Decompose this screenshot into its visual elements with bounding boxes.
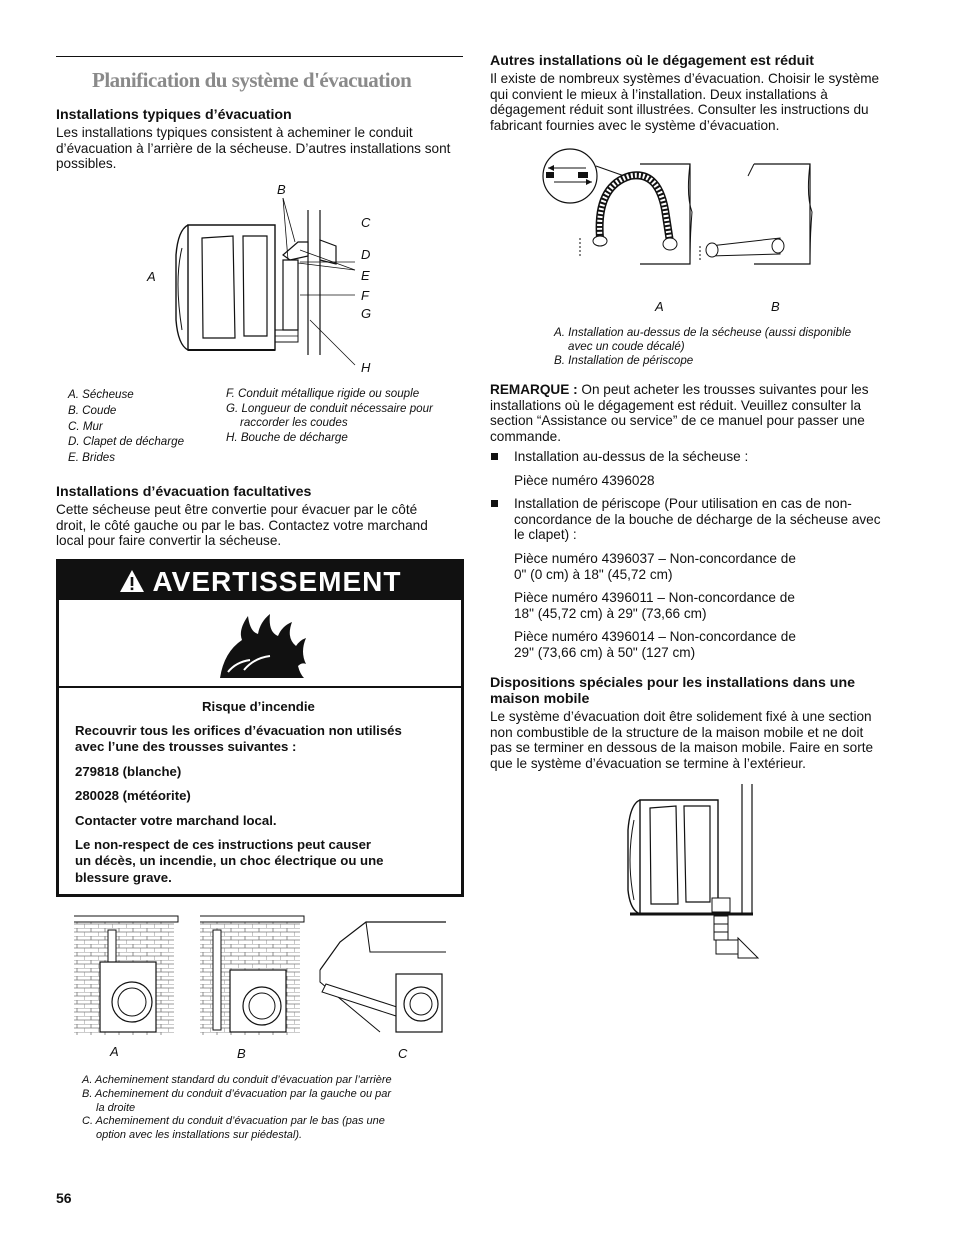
mobile-heading: Dispositions spéciales pour les installations dans une maison mobile [490, 675, 856, 707]
top-rule [56, 56, 463, 57]
part-number-1: Pièce numéro 4396028 [514, 473, 655, 488]
diagram-letter-f: F [361, 288, 369, 303]
typical-text: Les installations typiques consistent à acheminer le conduit d’évacuation à l’arrière de la sécheuse. D’autres installations sont possibles. [56, 125, 451, 172]
bullet-square-icon [491, 500, 498, 507]
page-number: 56 [56, 1190, 72, 1206]
diagram-letter-e: E [361, 268, 370, 283]
reduced-heading: Autres installations où le dégagement est réduit [490, 53, 815, 69]
warning-triangle-icon [119, 564, 145, 604]
reduced-text: Il existe de nombreux systèmes d’évacuation. Choisir le système qui convient le mieux à l’installation. Deux installations à dégagement réduit sont illustrées. Consulter les instructions du fabricant fournies avec le système d’évacuation. [490, 71, 880, 133]
section-title: Planification du système d'évacuation [92, 68, 412, 92]
diagram-letter-c: C [361, 215, 371, 230]
typical-heading: Installations typiques d’évacuation [56, 107, 292, 123]
route-letter-c: C [398, 1046, 408, 1061]
bullet2-text: Installation de périscope (Pour utilisation en cas de non- concordance de la bouche de décharge de la sécheuse avec le clapet) : [514, 496, 881, 543]
diagram-letter-a: A [147, 269, 156, 284]
warning-risk: Risque d’incendie [202, 699, 315, 714]
warning-icon-separator [59, 686, 461, 688]
reduced-captions: A. Installation au-dessus de la sécheuse (aussi disponible avec un coude décalé) B. Installation de périscope [554, 326, 852, 367]
route-letter-a: A [110, 1044, 119, 1059]
note-text: REMARQUE : On peut acheter les trousses suivantes pour les installations où le dégagement est réduit. Veuillez consulter la section “Assistance ou service” de ce manuel pour passer une commande. [490, 382, 869, 444]
diagram-letter-h: H [361, 360, 371, 375]
exhaust-routes-diagram [70, 912, 450, 1042]
bullet-square-icon [491, 453, 498, 460]
typical-legend-left: A. Sécheuse B. Coude C. Mur D. Clapet de décharge E. Brides [68, 388, 185, 465]
part-numbers-list: Pièce numéro 4396037 – Non-concordance de 0" (0 cm) à 18" (45,72 cm) Pièce numéro 4396011 – Non-concordance de 18" (45,72 cm) à 29" (73,66 cm) Pièce numéro 4396014 – Non-concordance de 29" (73,66 cm) à 50" (127 cm) [514, 551, 796, 660]
note-label: REMARQUE : [490, 382, 578, 397]
routes-captions: A. Acheminement standard du conduit d’évacuation par l’arrière B. Acheminement du conduit d’évacuation par la gauche ou par la droite C. Acheminement du conduit d’évacuation par le bas (pas une option avec les installations sur piédestal). [82, 1074, 392, 1142]
warning-header [59, 562, 461, 600]
optional-heading: Installations d’évacuation facultatives [56, 484, 312, 500]
warning-text: Recouvrir tous les orifices d’évacuation non utilisés avec l’une des trousses suivantes : 279818 (blanche) 280028 (météorite) Contacter votre marchand local. Le non-respect de ces instructions peut causer un décès, un incendie, un choc électrique ou une blessure grave. [75, 723, 402, 885]
diagram-letter-d: D [361, 247, 371, 262]
warning-title: AVERTISSEMENT [152, 566, 402, 597]
mobile-text: Le système d’évacuation doit être solidement fixé à une section non combustible de la structure de la maison mobile et ne doit pas se terminer en dessous de la maison mobile. Faire en sorte que le système d’évacuation se termine à l’extérieur. [490, 709, 874, 771]
warning-box [56, 559, 464, 897]
diagram-letter-b: B [277, 182, 286, 197]
reduced-letter-a: A [655, 299, 664, 314]
fire-icon [214, 612, 314, 682]
mobile-home-diagram [618, 780, 778, 965]
diagram-letter-g: G [361, 306, 372, 321]
reduced-letter-b: B [771, 299, 780, 314]
typical-legend-right: F. Conduit métallique rigide ou souple G. Longueur de conduit nécessaire pour raccorder les coudes H. Bouche de décharge [226, 387, 433, 444]
reduced-clearance-diagram [540, 146, 820, 296]
optional-text: Cette sécheuse peut être convertie pour évacuer par le côté droit, le côté gauche ou par le bas. Contactez votre marchand local pour faire convertir la sécheuse. [56, 502, 428, 549]
bullet1-text: Installation au-dessus de la sécheuse : [514, 449, 749, 464]
typical-installation-diagram [140, 180, 380, 380]
route-letter-b: B [237, 1046, 246, 1061]
